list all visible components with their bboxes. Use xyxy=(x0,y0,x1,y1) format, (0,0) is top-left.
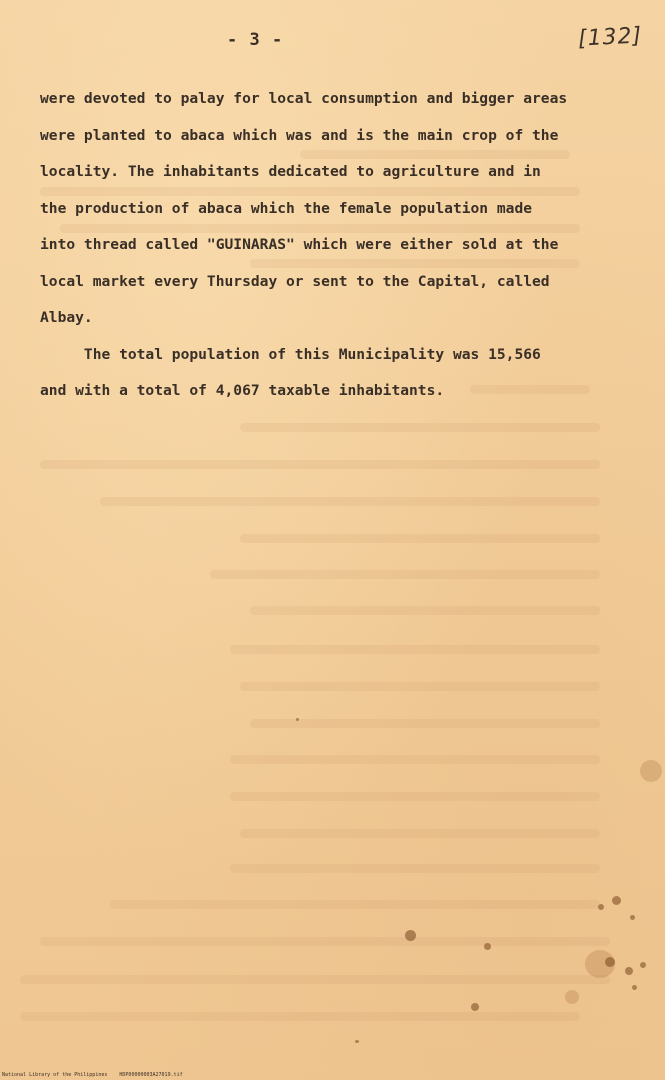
text-line: the production of abaca which the female population made xyxy=(40,199,533,217)
text-line: The total population of this Municipality was 15,566 xyxy=(40,345,541,363)
text-line: locality. The inhabitants dedicated to agriculture and in xyxy=(40,163,541,180)
stain-mark xyxy=(640,760,662,782)
body-text xyxy=(40,81,600,410)
text-line: were devoted to palay for local consumption and bigger areas xyxy=(40,90,568,107)
stain-mark xyxy=(640,962,646,968)
stain-mark xyxy=(565,990,579,1004)
stain-mark xyxy=(296,718,299,721)
stain-mark xyxy=(405,930,416,941)
stain-mark xyxy=(612,896,621,905)
page-number: - 3 - xyxy=(227,30,284,50)
stain-mark xyxy=(484,943,491,950)
stain-mark xyxy=(355,1040,359,1043)
stain-mark xyxy=(605,957,615,967)
text-line: into thread called "GUINARAS" which were either sold at the xyxy=(40,236,559,253)
stain-mark xyxy=(598,904,604,910)
stain-mark xyxy=(625,967,633,975)
stain-mark xyxy=(632,985,637,990)
text-line: were planted to abaca which was and is the main crop of the xyxy=(40,126,559,144)
scan-footer: National Library of the Philippines HDP00000003A27019.tif xyxy=(2,1072,183,1078)
text-line: local market every Thursday or sent to the Capital, called xyxy=(40,272,550,290)
stain-mark xyxy=(471,1003,479,1011)
text-line: Albay. xyxy=(40,309,93,326)
text-line: and with a total of 4,067 taxable inhabitants. xyxy=(40,382,445,399)
archive-reference-number: [132] xyxy=(577,23,643,52)
stain-mark xyxy=(630,915,635,920)
